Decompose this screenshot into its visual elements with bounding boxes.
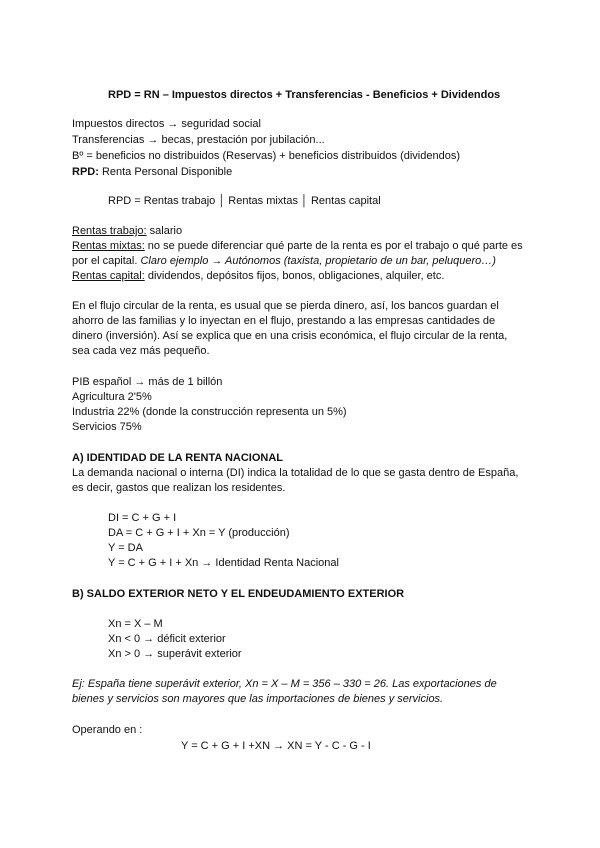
flujo-paragraph-line-4: sea cada vez más pequeño. xyxy=(72,345,210,357)
example-line-1: Ej: España tiene superávit exterior, Xn = X – M = 356 – 330 = 26. Las exportaciones de xyxy=(72,678,497,690)
section-a-text-1: La demanda nacional o interna (DI) indica la totalidad de lo que se gasta dentro de España, xyxy=(72,467,519,479)
rentas-mixtas-text: no se puede diferenciar qué parte de la renta es por el trabajo o qué parte es xyxy=(144,240,523,252)
rentas-capital-text: dividendos, depósitos fijos, bonos, obligaciones, alquiler, etc. xyxy=(144,270,445,282)
rpd-components-formula: RPD = Rentas trabajo │ Rentas mixtas │ Rentas capital xyxy=(108,195,381,207)
example-line-2: bienes y servicios son mayores que las importaciones de bienes y servicios. xyxy=(72,693,444,705)
agricultura-line: Agricultura 2'5% xyxy=(72,391,152,403)
equation-deficit: Xn < 0 → déficit exterior xyxy=(108,633,226,645)
section-b-title: B) SALDO EXTERIOR NETO Y EL ENDEUDAMIENTO EXTERIOR xyxy=(72,588,405,600)
rentas-trabajo-text: salario xyxy=(146,225,183,237)
rentas-mixtas-example: Claro ejemplo → Autónomos (taxista, propietario de un bar, peluquero…) xyxy=(140,255,496,267)
flujo-paragraph-line-2: ahorro de las familias y lo inyectan en el flujo, prestando a las empresas cantidades de xyxy=(72,315,496,327)
flujo-paragraph-line-3: dinero (inversión). Así se explica que en una crisis económica, el flujo circular de la renta, xyxy=(72,330,508,342)
rpd-formula-title: RPD = RN – Impuestos directos + Transferencias - Beneficios + Dividendos xyxy=(108,89,501,101)
equation-xn: Xn = X – M xyxy=(108,618,163,630)
rentas-mixtas-text-2: por el capital. xyxy=(72,255,141,267)
equation-identidad: Y = C + G + I + Xn → Identidad Renta Nacional xyxy=(108,557,339,569)
rentas-mixtas-line-2 xyxy=(72,254,496,269)
rentas-trabajo-label: Rentas trabajo: xyxy=(72,225,147,237)
beneficios-line: Bº = beneficios no distribuidos (Reservas) + beneficios distribuidos (dividendos) xyxy=(72,150,460,162)
operando-equation: Y = C + G + I +XN → XN = Y - C - G - I xyxy=(181,740,371,752)
transferencias-line: Transferencias → becas, prestación por jubilación... xyxy=(72,134,325,146)
rpd-label: RPD: xyxy=(72,166,99,178)
industria-line: Industria 22% (donde la construcción representa un 5%) xyxy=(72,406,347,418)
equation-y-da: Y = DA xyxy=(108,542,143,554)
section-a-text-2: es decir, gastos que realizan los residentes. xyxy=(72,482,286,494)
equation-superavit: Xn > 0 → superávit exterior xyxy=(108,648,242,660)
operando-label: Operando en : xyxy=(72,724,143,736)
pib-line: PIB español → más de 1 billón xyxy=(72,376,223,388)
rentas-mixtas-line xyxy=(72,239,523,254)
rentas-trabajo-line xyxy=(72,224,182,239)
rentas-capital-label: Rentas capital: xyxy=(72,270,145,282)
flujo-paragraph-line-1: En el flujo circular de la renta, es usual que se pierda dinero, así, los bancos guardan el xyxy=(72,300,499,312)
servicios-line: Servicios 75% xyxy=(72,421,142,433)
impuestos-line: Impuestos directos → seguridad social xyxy=(72,118,261,130)
rpd-definition-line xyxy=(72,165,232,180)
equation-da: DA = C + G + I + Xn = Y (producción) xyxy=(108,527,290,539)
section-a-title: A) IDENTIDAD DE LA RENTA NACIONAL xyxy=(72,452,284,464)
rentas-capital-line xyxy=(72,269,444,284)
rentas-mixtas-label: Rentas mixtas: xyxy=(72,240,145,252)
equation-di: DI = C + G + I xyxy=(108,512,177,524)
rpd-text: Renta Personal Disponible xyxy=(98,166,233,178)
